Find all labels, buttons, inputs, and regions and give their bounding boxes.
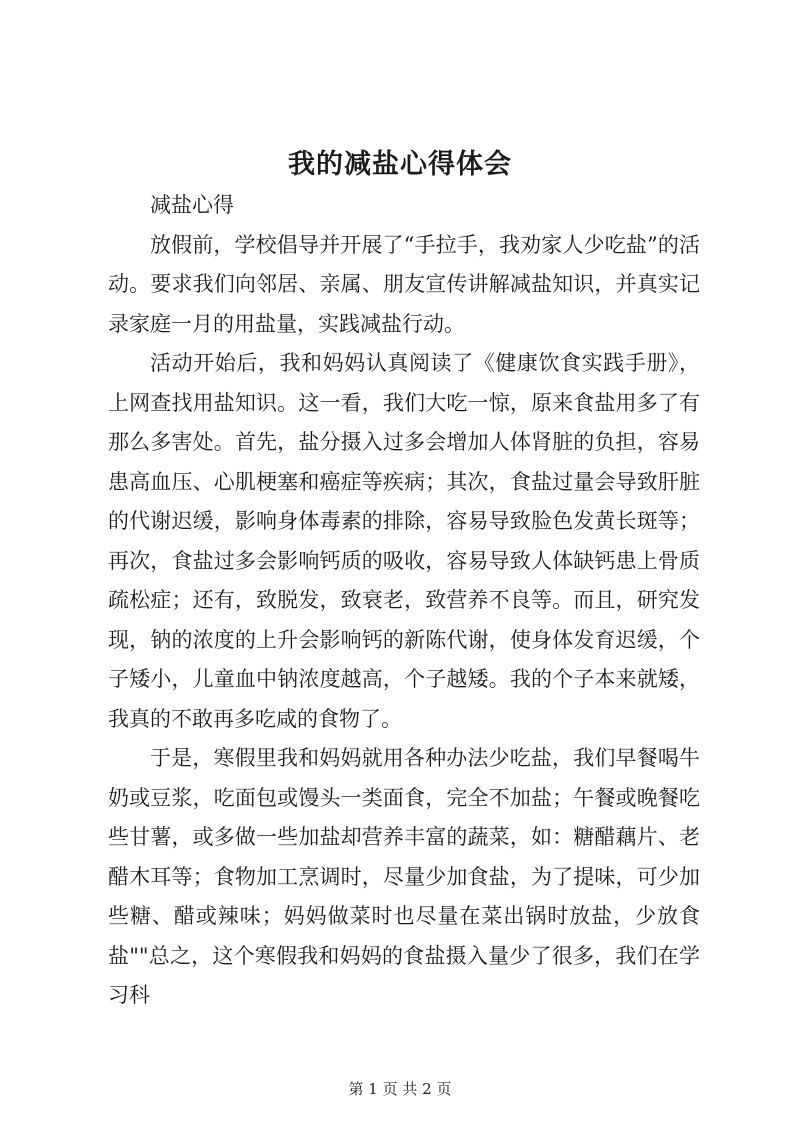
page-footer: 第 1 页 共 2 页 [348, 1080, 452, 1098]
section-heading: 减盐心得 [150, 193, 234, 217]
document-title: 我的减盐心得体会 [288, 149, 512, 180]
paragraph: 于是，寒假里我和妈妈就用各种办法少吃盐，我们早餐喝牛奶或豆浆，吃面包或馒头一类面食，完全不加盐；午餐或晚餐吃些甘薯，或多做一些加盐却营养丰富的蔬菜，如：糖醋藕片、老醋木耳等；食物加工烹调时，尽量少加食盐，为了提味，可少加些糖、醋或辣味；妈妈做菜时也尽量在菜出锅时放盐，少放食盐""总之，这个寒假我和妈妈的食盐摄入量少了很多，我们在学习科 [108, 746, 700, 1007]
document-body [108, 186, 700, 1016]
paragraph: 放假前，学校倡导并开展了“手拉手，我劝家人少吃盐”的活动。要求我们向邻居、亲属、朋友宣传讲解减盐知识，并真实记录家庭一月的用盐量，实践减盐行动。 [108, 232, 700, 336]
paragraph: 活动开始后，我和妈妈认真阅读了《健康饮食实践手册》，上网查找用盐知识。这一看，我们大吃一惊，原来食盐用多了有那么多害处。首先，盐分摄入过多会增加人体肾脏的负担，容易患高血压、心肌梗塞和癌症等疾病；其次，食盐过量会导致肝脏的代谢迟缓，影响身体毒素的排除，容易导致脸色发黄长斑等；再次，食盐过多会影响钙质的吸收，容易导致人体缺钙患上骨质疏松症；还有，致脱发，致衰老，致营养不良等。而且，研究发现，钠的浓度的上升会影响钙的新陈代谢，使身体发育迟缓，个子矮小，儿童血中钠浓度越高，个子越矮。我的个子本来就矮，我真的不敢再多吃咸的食物了。 [108, 351, 700, 731]
